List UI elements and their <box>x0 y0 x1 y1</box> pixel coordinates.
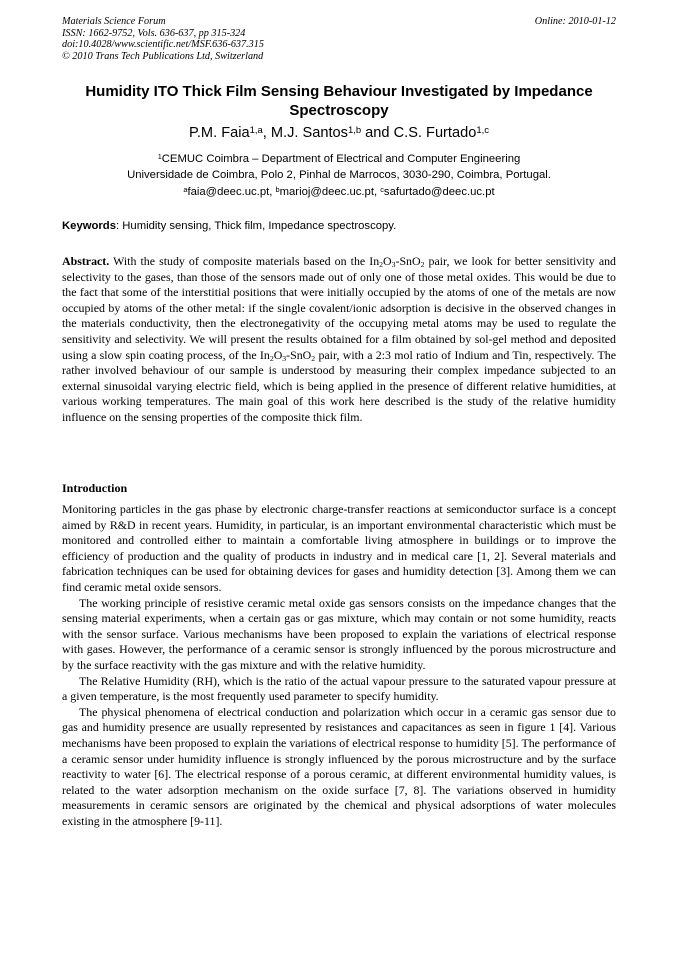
author-separator: , <box>262 125 271 141</box>
author-affil-mark: 1,b <box>347 124 362 136</box>
abstract-text: O <box>383 254 392 268</box>
keywords-label: Keywords <box>62 220 116 232</box>
journal-header <box>62 16 616 62</box>
email-address[interactable]: safurtado@deec.uc.pt <box>383 186 495 198</box>
abstract-text: -SnO <box>395 254 421 268</box>
affiliation-line-2: Universidade de Coimbra, Polo 2, Pinhal de Marrocos, 3030-290, Coimbra, Portugal. <box>127 169 551 181</box>
subscript: 3 <box>391 260 396 270</box>
affiliation-department: CEMUC Coimbra – Department of Electrical and Computer Engineering <box>161 153 521 165</box>
subscript: 2 <box>311 353 316 363</box>
author-name: P.M. Faia <box>189 125 250 141</box>
copyright-line: © 2010 Trans Tech Publications Ltd, Switzerland <box>62 50 264 62</box>
email-address[interactable]: marioj@deec.uc.pt <box>279 186 374 198</box>
issn-line: ISSN: 1662-9752, Vols. 636-637, pp 315-324 <box>62 27 246 39</box>
abstract-text: pair, with a 2:3 mol ratio of Indium and Tin, respectively. The rather involved behaviour of our sample is understood by measuring their complex impedance subjected to an external sinusoidal varying electric field, which is being applied in the presence of different relative humidities, at various working temperatures. The main goal of this work here described is the study of the relative humidity influence on the sensing properties of the composite thick film. <box>62 347 616 424</box>
subscript: 3 <box>282 353 287 363</box>
section-heading-introduction: Introduction <box>62 481 128 495</box>
author-affil-mark: 1,c <box>476 124 489 136</box>
author-affil-mark: 1,a <box>249 124 263 136</box>
abstract-text: O <box>273 347 283 362</box>
email-address[interactable]: faia@deec.uc.pt <box>187 186 270 198</box>
paragraph: The working principle of resistive ceramic metal oxide gas sensors consists on the impedance changes that the sensing material experiments, when a certain gas or gas mixture, which may contain or not some humidity, reacts with the sensor surface. Various mechanisms have been proposed to explain the variations of electrical response with gases. However, the performance of a ceramic sensor is strongly influenced by the porous microstructure and by the surface reactivity with the gas mixture and with the relative humidity. <box>62 595 616 672</box>
abstract-text: With the study of composite materials based on the In <box>109 254 380 268</box>
abstract-text: pair, we look for better sensitivity and selectivity to the gases, than those of the sensors made out of only one of those metal oxides. This would be due to the fact that some of the interstitial positions that were initially occupied by the atoms of one of the metals are now occupied by atoms of the other metal: if the single covalent/ionic adsorption is decisive in the observed changes in the materials conductivity, then the electronegativity of the occupying metal atoms may be used to regulate the sensitivity and selectivity. We will present the results obtained for a film obtained by sol-gel method and deposited using a slow spin coating process, of the In <box>62 254 616 362</box>
author-name: M.J. Santos <box>270 125 348 141</box>
keywords-text: : Humidity sensing, Thick film, Impedance spectroscopy. <box>116 220 397 232</box>
paragraph: The physical phenomena of electrical conduction and polarization which occur in a ceramic gas sensor due to gas and humidity presence are usually represented by resistances and capacitances as seen in figure 1 [4]. Various mechanisms have been proposed to explain the variations of electrical response to humidity [5]. The performance of a ceramic sensor under humidity influence is strongly influenced by the porous microstructure and by the surface reactivity to water [6]. The electrical response of a porous ceramic, at different environmental humidity values, is related to the water adsorption mechanism on the oxide surface [7, 8]. The variations observed in humidity measurements in ceramic sensors are originated by the chemical and physical adsorptions of water molecules existing in the atmosphere [9-11]. <box>62 704 616 828</box>
affiliation <box>62 151 616 183</box>
abstract <box>62 254 616 426</box>
introduction-body <box>62 502 616 829</box>
author-list <box>62 124 616 142</box>
abstract-label: Abstract. <box>62 254 110 268</box>
email-mark: c <box>380 184 384 194</box>
paragraph: The Relative Humidity (RH), which is the ratio of the actual vapour pressure to the saturated vapour pressure at a given temperature, is the most frequently used parameter to specify humidity. <box>62 673 616 704</box>
subscript: 2 <box>420 260 425 270</box>
author-conjunction: and <box>361 125 394 141</box>
email-mark: a <box>183 184 188 194</box>
abstract-text: -SnO <box>286 347 312 362</box>
affiliation-mark: 1 <box>157 151 162 161</box>
keywords <box>62 219 616 233</box>
paper-title: Humidity ITO Thick Film Sensing Behaviour Investigated by Impedance Spectroscopy <box>85 83 593 119</box>
doi-line: doi:10.4028/www.scientific.net/MSF.636-637.315 <box>62 39 264 50</box>
author-name: C.S. Furtado <box>393 125 477 141</box>
online-date: Online: 2010-01-12 <box>534 16 616 27</box>
subscript: 2 <box>379 260 384 270</box>
paragraph: Monitoring particles in the gas phase by electronic charge-transfer reactions at semiconductor surface is a concept aimed by R&D in recent years. Humidity, in particular, is an important environmental characteristic which must be monitored and controlled either to maintain a comfortable living atmosphere in buildings or to improve the efficiency of production and the quality of products in industry and in medical care [1, 2]. Several materials and fabrication techniques can be used for obtaining devices for gases and humidity detection [3]. Among them we can find ceramic metal oxide sensors. <box>62 502 616 594</box>
subscript: 2 <box>269 353 274 363</box>
journal-name: Materials Science Forum <box>62 16 166 27</box>
email-mark: b <box>275 184 280 194</box>
affiliation-line-1 <box>62 151 616 167</box>
email-list: $^a$faia@deec.uc.pt, $^b$marioj@deec.uc.pt, $^c$safurtado@deec.uc.pt <box>183 184 495 198</box>
